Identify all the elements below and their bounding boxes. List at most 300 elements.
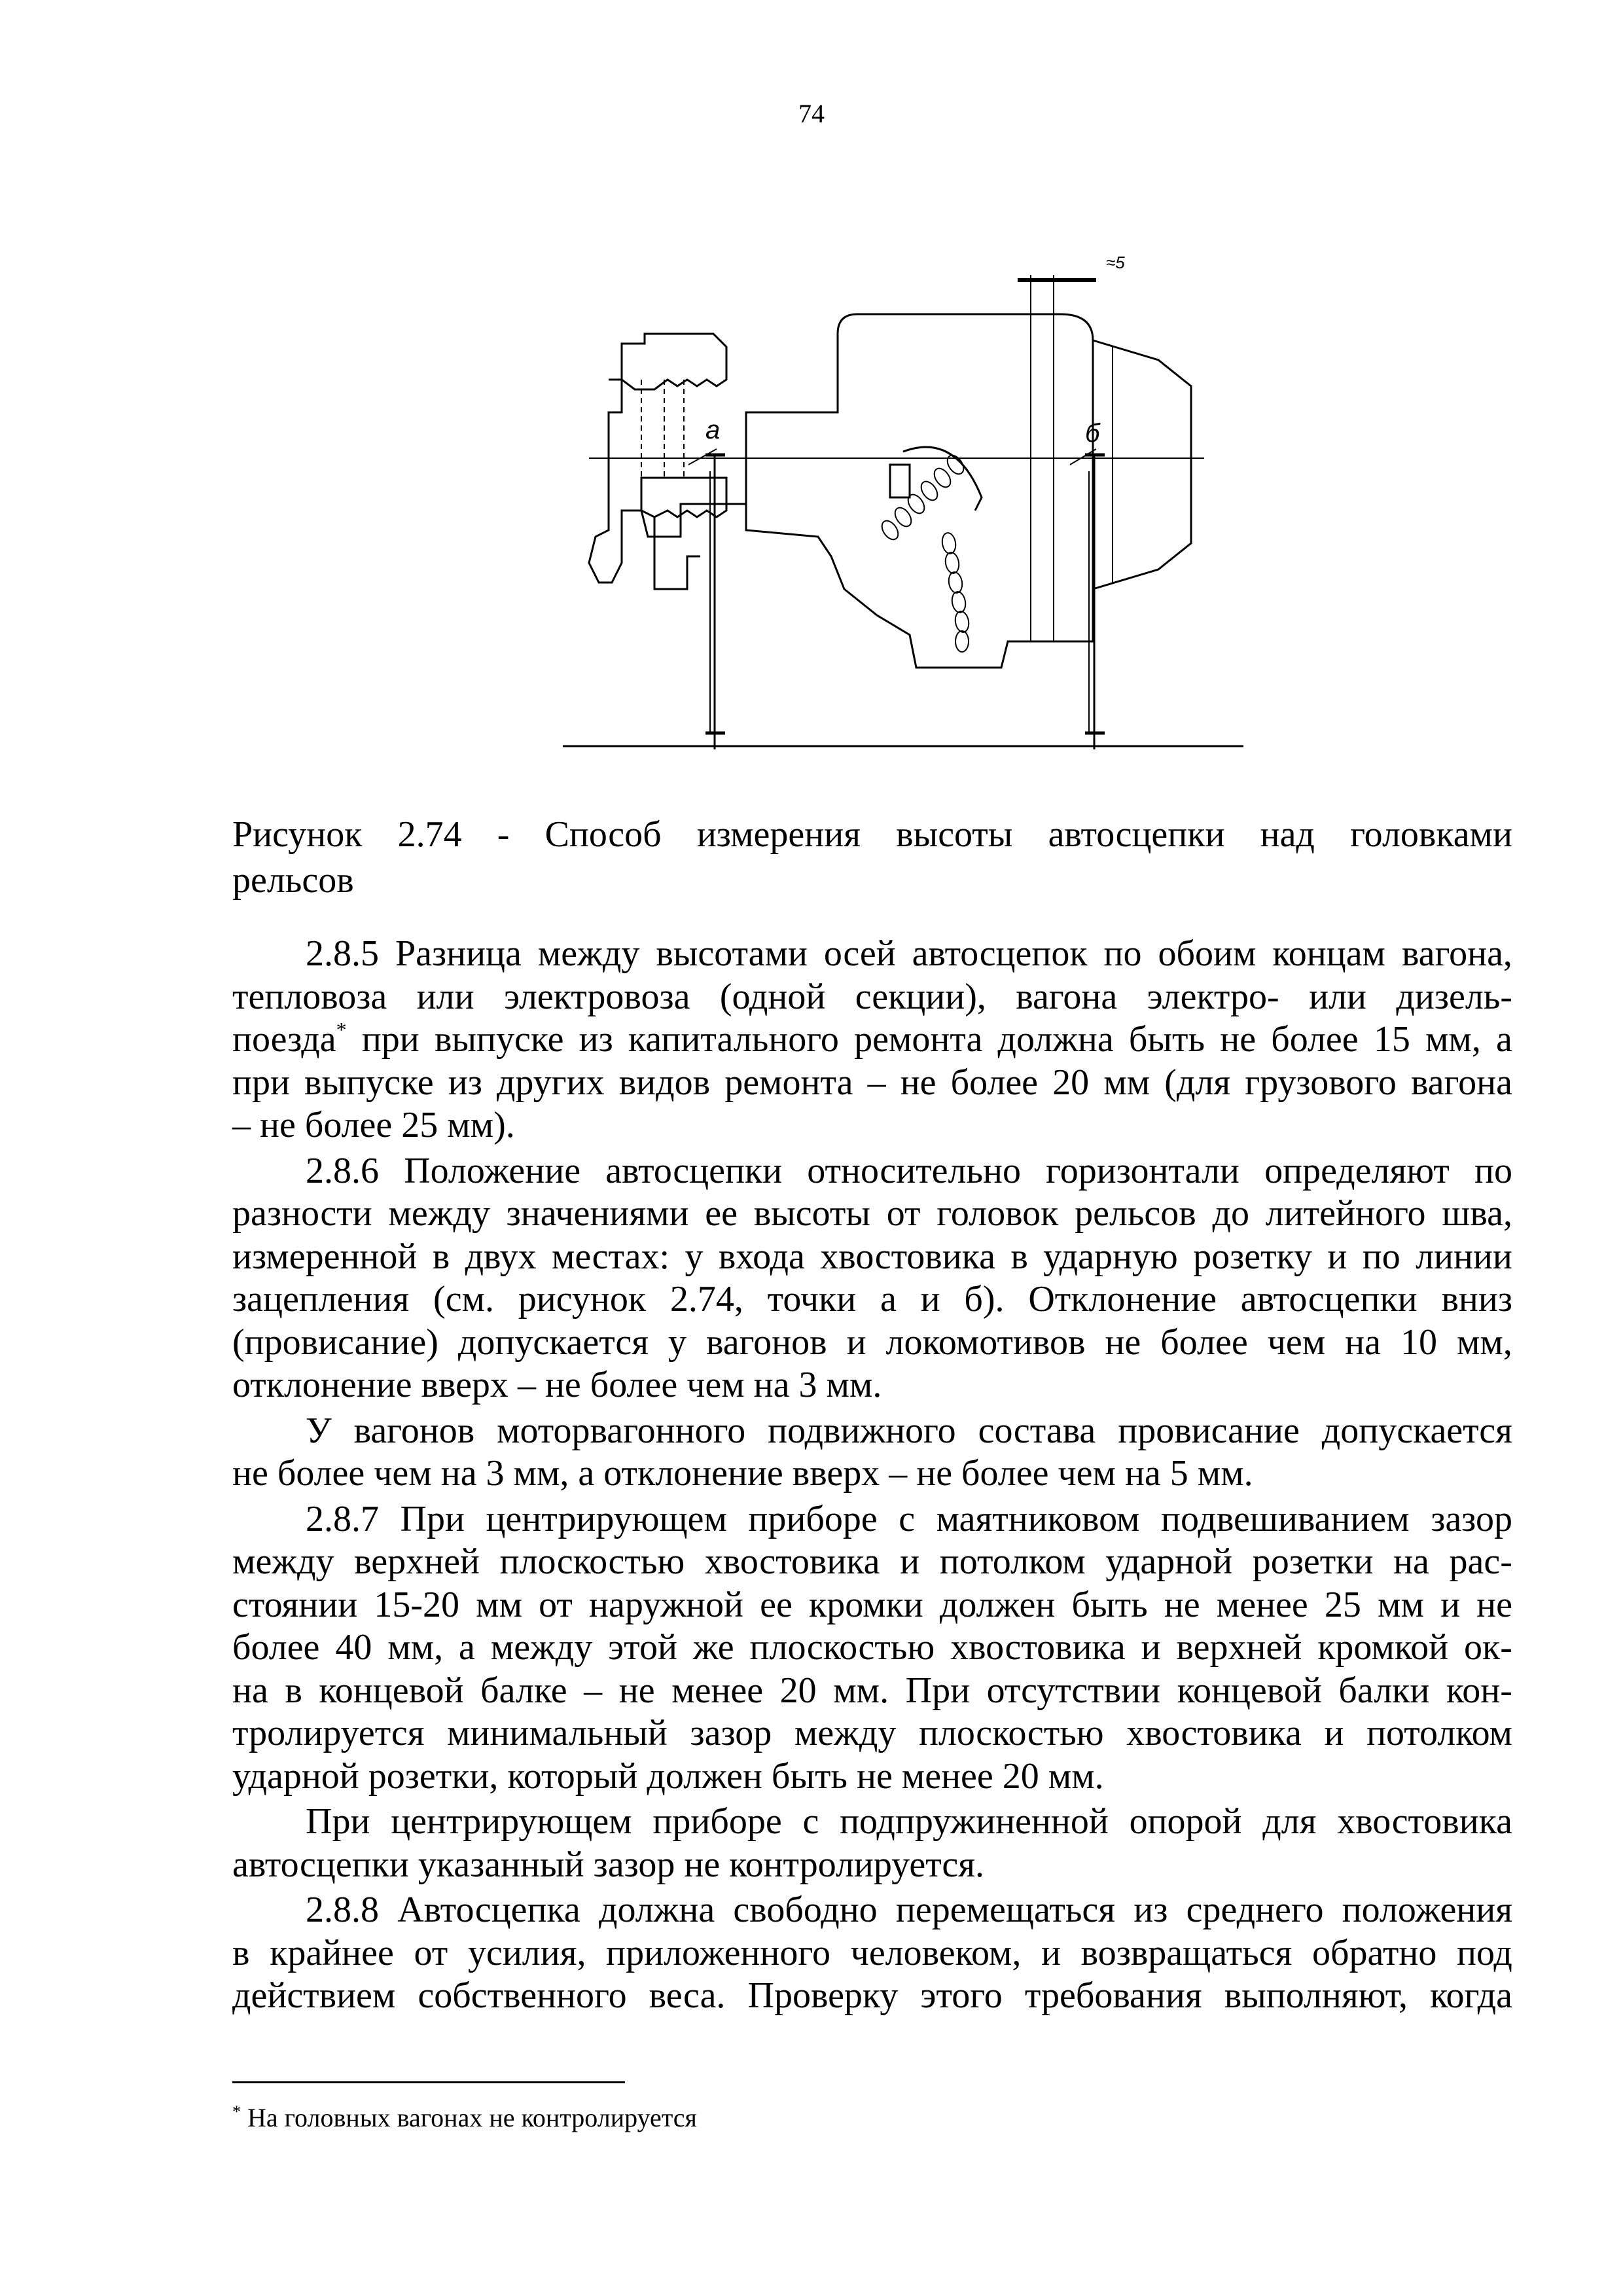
- line-word: 25: [1324, 1584, 1361, 1625]
- text-line: [232, 933, 1512, 976]
- line-word: хвостовика: [820, 1236, 995, 1277]
- line-word: по: [1362, 1236, 1400, 1277]
- text-line: [232, 1410, 1512, 1453]
- line-word: более: [950, 1062, 1039, 1103]
- line-word: не: [1164, 1584, 1200, 1625]
- paragraph: [232, 1410, 1512, 1496]
- line-word: При: [306, 1801, 370, 1842]
- line-word: (одной: [719, 976, 826, 1017]
- line-word: должна: [997, 1019, 1114, 1060]
- line-word: мм,: [387, 1627, 444, 1668]
- line-word: тепловоза: [232, 976, 387, 1017]
- line-word: мм,: [1425, 1019, 1481, 1060]
- line-word: зазор: [690, 1713, 772, 1753]
- figure-caption: [232, 812, 1512, 903]
- line-word: этого: [920, 1975, 1003, 2016]
- line-word: При: [400, 1498, 465, 1539]
- line-word: который: [507, 1755, 638, 1797]
- line-word: кон-: [1446, 1670, 1512, 1711]
- text-line: [232, 1889, 1512, 1932]
- line-word: по: [1474, 1150, 1512, 1191]
- line-word: а: [1496, 1019, 1512, 1060]
- line-word: –: [517, 1365, 536, 1405]
- line-word: и: [920, 1279, 940, 1319]
- line-word: до: [1212, 1193, 1249, 1234]
- paragraph: [232, 1150, 1512, 1407]
- text-line: [232, 1626, 1512, 1670]
- line-word: рельсов: [1075, 1193, 1196, 1234]
- line-text: поезда: [232, 1019, 336, 1060]
- line-word: При: [905, 1670, 971, 1711]
- coupler-upper-jaw: [622, 334, 726, 389]
- line-word: вверх: [421, 1365, 508, 1405]
- line-word: от: [414, 1932, 448, 1973]
- text-line: [232, 976, 1512, 1019]
- line-word: провисание: [1118, 1410, 1300, 1451]
- line-word: на: [1124, 1453, 1161, 1494]
- line-word: зазор: [593, 1844, 675, 1885]
- line-word: наружной: [589, 1584, 743, 1625]
- line-word: не: [1476, 1584, 1512, 1625]
- line-word: 20: [1052, 1062, 1090, 1103]
- line-word: между: [490, 1627, 593, 1668]
- paragraph: [232, 1801, 1512, 1886]
- line-word: локомотивов: [885, 1321, 1086, 1363]
- line-word: подвижного: [768, 1410, 956, 1451]
- line-word: 2.8.5: [306, 933, 379, 974]
- caption-word: Рисунок: [232, 814, 363, 855]
- line-word: ее: [705, 1193, 738, 1234]
- caption-line-1: [232, 812, 1512, 857]
- line-word: [232, 1018, 347, 1062]
- line-word: на: [1393, 1541, 1429, 1582]
- line-word: электро-: [1147, 976, 1279, 1017]
- line-word: между: [537, 933, 640, 974]
- line-word: шва,: [1442, 1193, 1512, 1234]
- footnote-mark: *: [232, 2102, 241, 2121]
- text-line: [232, 1062, 1512, 1105]
- line-word: более: [232, 1627, 320, 1668]
- figure-coupler-height: [550, 249, 1257, 772]
- caption-line-2: рельсов: [232, 860, 354, 901]
- line-word: 15: [1373, 1019, 1410, 1060]
- line-word: из: [448, 1062, 482, 1103]
- line-word: более: [277, 1453, 365, 1494]
- line-word: для: [1262, 1801, 1317, 1842]
- line-word: быть: [771, 1755, 847, 1797]
- line-word: концевой: [1177, 1670, 1322, 1711]
- caption-word: автосцепки: [1048, 814, 1225, 855]
- caption-word: -: [497, 814, 510, 855]
- line-word: входа: [718, 1236, 805, 1277]
- line-word: мм,: [1456, 1321, 1512, 1363]
- line-word: а: [578, 1453, 595, 1494]
- line-word: обоим: [1158, 933, 1257, 974]
- line-word: мм.: [826, 1365, 882, 1405]
- line-word: выполняют,: [1224, 1975, 1408, 2016]
- line-word: у: [685, 1236, 704, 1277]
- line-word: не: [1105, 1321, 1141, 1363]
- caption-word: 2.74: [397, 814, 462, 855]
- line-word: двух: [465, 1236, 537, 1277]
- line-word: веса.: [649, 1975, 726, 2016]
- line-word: плоскостью: [918, 1713, 1104, 1753]
- line-word: не: [684, 1844, 721, 1885]
- caption-word: высоты: [896, 814, 1013, 855]
- text-line: [232, 1801, 1512, 1844]
- line-word: выпуске: [304, 1062, 434, 1103]
- line-word: 40: [335, 1627, 372, 1668]
- line-word: от: [539, 1584, 573, 1625]
- line-word: грузового: [1245, 1062, 1397, 1103]
- line-word: ее: [760, 1584, 793, 1625]
- line-word: центрирующем: [486, 1498, 727, 1539]
- text-line: [232, 1584, 1512, 1627]
- line-word: контролируется.: [729, 1844, 985, 1885]
- line-word: Отклонение: [1028, 1279, 1217, 1319]
- line-word: менее: [671, 1670, 764, 1711]
- line-word: чем: [374, 1453, 432, 1494]
- line-word: зацепления: [232, 1279, 410, 1319]
- line-word: вверх: [792, 1453, 880, 1494]
- line-word: подвешиванием: [1160, 1498, 1410, 1539]
- line-word: или: [1309, 976, 1366, 1017]
- coupler-body-outline: [746, 314, 1093, 668]
- line-word: рас-: [1449, 1541, 1512, 1582]
- line-word: с: [899, 1498, 916, 1539]
- line-word: у: [668, 1321, 687, 1363]
- line-word: свободно: [733, 1890, 878, 1930]
- caption-word: Способ: [544, 814, 662, 855]
- footnote-separator: [232, 2081, 625, 2083]
- line-word: и: [1440, 1584, 1461, 1625]
- line-word: более: [304, 1105, 393, 1145]
- paragraph: [232, 1498, 1512, 1799]
- line-word: вниз: [1441, 1279, 1512, 1319]
- line-word: измеренной: [232, 1236, 418, 1277]
- line-word: других: [496, 1062, 605, 1103]
- line-word: вагона,: [1401, 933, 1512, 974]
- line-word: 3: [798, 1365, 817, 1405]
- text-line: [232, 1712, 1512, 1755]
- line-word: в: [432, 1236, 450, 1277]
- line-word: ударную: [1043, 1236, 1178, 1277]
- line-word: под: [1457, 1932, 1512, 1973]
- line-word: высотами: [656, 933, 808, 974]
- coupler-lower-body: [589, 380, 746, 583]
- line-word: значениями: [506, 1193, 689, 1234]
- line-word: хвостовика: [1126, 1713, 1302, 1753]
- line-word: высоты: [753, 1193, 871, 1234]
- line-word: точки: [767, 1279, 857, 1319]
- line-word: мм,: [513, 1453, 569, 1494]
- line-word: более: [961, 1453, 1049, 1494]
- line-word: или: [416, 976, 474, 1017]
- line-word: допускается: [457, 1321, 649, 1363]
- line-word: среднего: [1186, 1890, 1324, 1930]
- line-word: –: [867, 1062, 886, 1103]
- line-word: центрирующем: [391, 1801, 632, 1842]
- line-word: а: [880, 1279, 897, 1319]
- caption-word: головками: [1350, 814, 1512, 855]
- line-word: и: [1324, 1713, 1344, 1753]
- line-word: не: [1220, 1019, 1257, 1060]
- line-word: между: [794, 1713, 897, 1753]
- line-word: ремонта: [854, 1019, 983, 1060]
- line-word: этой: [608, 1627, 677, 1668]
- line-word: б).: [964, 1279, 1005, 1319]
- line-word: между: [388, 1193, 490, 1234]
- text-line: [232, 1193, 1512, 1236]
- line-word: (для: [1164, 1062, 1231, 1103]
- line-word: не: [618, 1670, 655, 1711]
- text-line: [232, 1541, 1512, 1584]
- line-word: 15-20: [374, 1584, 459, 1625]
- coupler-front-cap: [1093, 340, 1191, 589]
- line-word: из: [579, 1019, 613, 1060]
- line-word: 2.8.6: [306, 1150, 379, 1191]
- line-word: и: [1041, 1932, 1061, 1973]
- line-word: на: [753, 1365, 790, 1405]
- paragraph: [232, 933, 1512, 1147]
- line-word: не: [900, 1062, 936, 1103]
- line-word: приборе: [652, 1801, 782, 1842]
- line-word: мм).: [447, 1105, 515, 1145]
- text-line: [232, 1321, 1512, 1365]
- lever-bracket: [890, 465, 910, 497]
- line-word: рисунок: [518, 1279, 647, 1319]
- line-word: маятниковом: [936, 1498, 1140, 1539]
- text-line: [232, 1755, 1512, 1799]
- line-word: от: [886, 1193, 921, 1234]
- footnote: [232, 2102, 697, 2133]
- line-word: более: [1271, 1019, 1359, 1060]
- line-word: выпуске: [434, 1019, 564, 1060]
- line-word: более: [590, 1365, 678, 1405]
- line-word: линии: [1416, 1236, 1512, 1277]
- line-word: автосцепки: [605, 1150, 783, 1191]
- line-word: не: [232, 1453, 268, 1494]
- line-word: крайнее: [270, 1932, 394, 1973]
- line-word: вагонов: [706, 1321, 827, 1363]
- figure-label-a: а: [705, 416, 721, 444]
- line-word: вагонов: [353, 1410, 475, 1451]
- line-word: допускается: [1321, 1410, 1512, 1451]
- text-line: [232, 1498, 1512, 1541]
- line-word: и: [900, 1541, 920, 1582]
- line-word: на: [440, 1453, 477, 1494]
- coupler-drawing: [550, 249, 1257, 772]
- line-word: литейного: [1265, 1193, 1426, 1234]
- line-word: 10: [1400, 1321, 1437, 1363]
- coupler-knuckle-tail: [654, 517, 700, 589]
- line-word: подпружиненной: [840, 1801, 1109, 1842]
- caption-word: измерения: [696, 814, 861, 855]
- line-word: 5: [1169, 1453, 1188, 1494]
- line-word: чем: [1267, 1321, 1326, 1363]
- line-word: разности: [232, 1193, 372, 1234]
- line-word: перемещаться: [895, 1890, 1116, 1930]
- line-word: 25: [401, 1105, 438, 1145]
- line-word: концевой: [319, 1670, 464, 1711]
- line-word: должна: [598, 1890, 715, 1930]
- line-word: розетки: [1252, 1541, 1374, 1582]
- line-word: не: [260, 1105, 296, 1145]
- line-word: быть: [1128, 1019, 1205, 1060]
- line-word: плоскостью: [499, 1541, 685, 1582]
- line-word: Автосцепка: [397, 1890, 580, 1930]
- line-word: при: [232, 1062, 290, 1103]
- line-word: должен: [939, 1584, 1056, 1625]
- line-word: усилия,: [467, 1932, 586, 1973]
- line-word: между: [232, 1541, 334, 1582]
- line-word: должен: [647, 1755, 762, 1797]
- line-word: кромкой: [1317, 1627, 1449, 1668]
- paragraph: [232, 1889, 1512, 2018]
- line-word: розетку: [1193, 1236, 1313, 1277]
- line-word: видов: [618, 1062, 711, 1103]
- line-word: ок-: [1464, 1627, 1512, 1668]
- line-word: 2.8.8: [306, 1890, 379, 1930]
- line-word: на: [1345, 1321, 1381, 1363]
- line-word: в: [232, 1932, 250, 1973]
- text-line: [232, 1452, 1512, 1496]
- line-word: и: [1327, 1236, 1347, 1277]
- line-word: не: [916, 1453, 953, 1494]
- leader-a: [688, 449, 717, 465]
- line-word: 20: [1002, 1755, 1039, 1797]
- text-line: [232, 1278, 1512, 1321]
- line-word: мм.: [1197, 1453, 1253, 1494]
- line-word: приборе: [748, 1498, 878, 1539]
- line-word: чем: [687, 1365, 745, 1405]
- line-word: мм.: [1048, 1755, 1104, 1797]
- line-word: по: [1103, 933, 1142, 974]
- line-word: 3: [486, 1453, 505, 1494]
- text-line: [232, 1236, 1512, 1279]
- line-word: тролируется: [232, 1713, 425, 1753]
- line-word: не: [856, 1755, 893, 1797]
- line-word: 2.74,: [669, 1279, 743, 1319]
- line-word: с: [802, 1801, 819, 1842]
- text-line: [232, 1844, 1512, 1887]
- line-word: капитального: [628, 1019, 839, 1060]
- line-word: определяют: [1264, 1150, 1450, 1191]
- line-word: менее: [901, 1755, 993, 1797]
- line-word: хвостовика: [1337, 1801, 1512, 1842]
- line-word: а: [459, 1627, 475, 1668]
- line-word: стоянии: [232, 1584, 358, 1625]
- page-number: 74: [798, 99, 825, 128]
- line-word: Положение: [404, 1150, 581, 1191]
- line-word: быть: [1071, 1584, 1148, 1625]
- line-word: состава: [978, 1410, 1096, 1451]
- line-word: мм: [476, 1584, 522, 1625]
- body-text: [232, 933, 1512, 2020]
- uncoupling-chain: [879, 452, 971, 652]
- line-word: Проверку: [747, 1975, 899, 2016]
- line-word: опорой: [1129, 1801, 1242, 1842]
- text-line: [232, 1670, 1512, 1713]
- line-word: мм: [1378, 1584, 1424, 1625]
- line-word: вагона: [1016, 976, 1118, 1017]
- line-word: розетки,: [368, 1755, 499, 1797]
- line-word: человеком,: [850, 1932, 1022, 1973]
- line-word: автосцепки: [1240, 1279, 1418, 1319]
- line-word: (провисание): [232, 1321, 438, 1363]
- line-word: собственного: [418, 1975, 627, 2016]
- line-word: местах:: [551, 1236, 670, 1277]
- line-word: вагона: [1410, 1062, 1512, 1103]
- text-line: [232, 1932, 1512, 1975]
- line-word: автосцепок: [912, 933, 1088, 974]
- line-word: электровоза: [503, 976, 690, 1017]
- figure-label-dim: ≈5: [1106, 253, 1125, 272]
- line-word: ударной: [232, 1755, 359, 1797]
- line-word: на: [232, 1670, 268, 1711]
- text-line: [232, 1364, 1512, 1407]
- line-word: автосцепки: [232, 1844, 409, 1885]
- line-word: из: [1133, 1890, 1168, 1930]
- line-word: кромки: [809, 1584, 923, 1625]
- footnote-ref: *: [336, 1018, 347, 1041]
- line-word: осей: [823, 933, 896, 974]
- line-word: секции),: [855, 976, 986, 1017]
- line-word: ударной: [1105, 1541, 1233, 1582]
- line-word: возвращаться: [1080, 1932, 1293, 1973]
- uncoupling-lever: [903, 447, 982, 511]
- figure-label-b: б: [1085, 419, 1100, 448]
- line-word: ремонта: [724, 1062, 853, 1103]
- line-word: действием: [232, 1975, 396, 2016]
- text-line: [232, 1104, 1512, 1147]
- line-word: не: [544, 1365, 581, 1405]
- line-word: потолком: [1366, 1713, 1512, 1753]
- line-word: чем: [1058, 1453, 1116, 1494]
- line-word: 20: [779, 1670, 817, 1711]
- line-word: более: [1160, 1321, 1248, 1363]
- line-word: зазор: [1431, 1498, 1512, 1539]
- line-word: верхней: [354, 1541, 480, 1582]
- line-word: горизонтали: [1046, 1150, 1240, 1191]
- line-word: мм.: [833, 1670, 889, 1711]
- line-word: когда: [1430, 1975, 1512, 2016]
- line-word: дизель-: [1396, 976, 1512, 1017]
- line-word: –: [584, 1670, 603, 1711]
- line-word: приложенного: [606, 1932, 830, 1973]
- line-word: верхней: [1176, 1627, 1302, 1668]
- line-word: мм: [1103, 1062, 1150, 1103]
- line-word: относительно: [807, 1150, 1021, 1191]
- line-word: головок: [936, 1193, 1059, 1234]
- text-line: [232, 1018, 1512, 1062]
- line-word: 2.8.7: [306, 1498, 379, 1539]
- line-word: менее: [1216, 1584, 1308, 1625]
- line-word: и: [1141, 1627, 1161, 1668]
- line-word: балке: [480, 1670, 567, 1711]
- line-word: отклонение: [603, 1453, 783, 1494]
- line-word: указанный: [418, 1844, 584, 1885]
- line-word: в: [1010, 1236, 1028, 1277]
- line-word: отклонение: [232, 1365, 412, 1405]
- line-word: положения: [1342, 1890, 1512, 1930]
- line-word: балки: [1338, 1670, 1430, 1711]
- line-word: моторвагонного: [497, 1410, 746, 1451]
- line-word: обратно: [1312, 1932, 1437, 1973]
- line-word: У: [306, 1410, 332, 1451]
- line-word: плоскостью: [749, 1627, 935, 1668]
- footnote-text: На головных вагонах не контролируется: [247, 2103, 697, 2132]
